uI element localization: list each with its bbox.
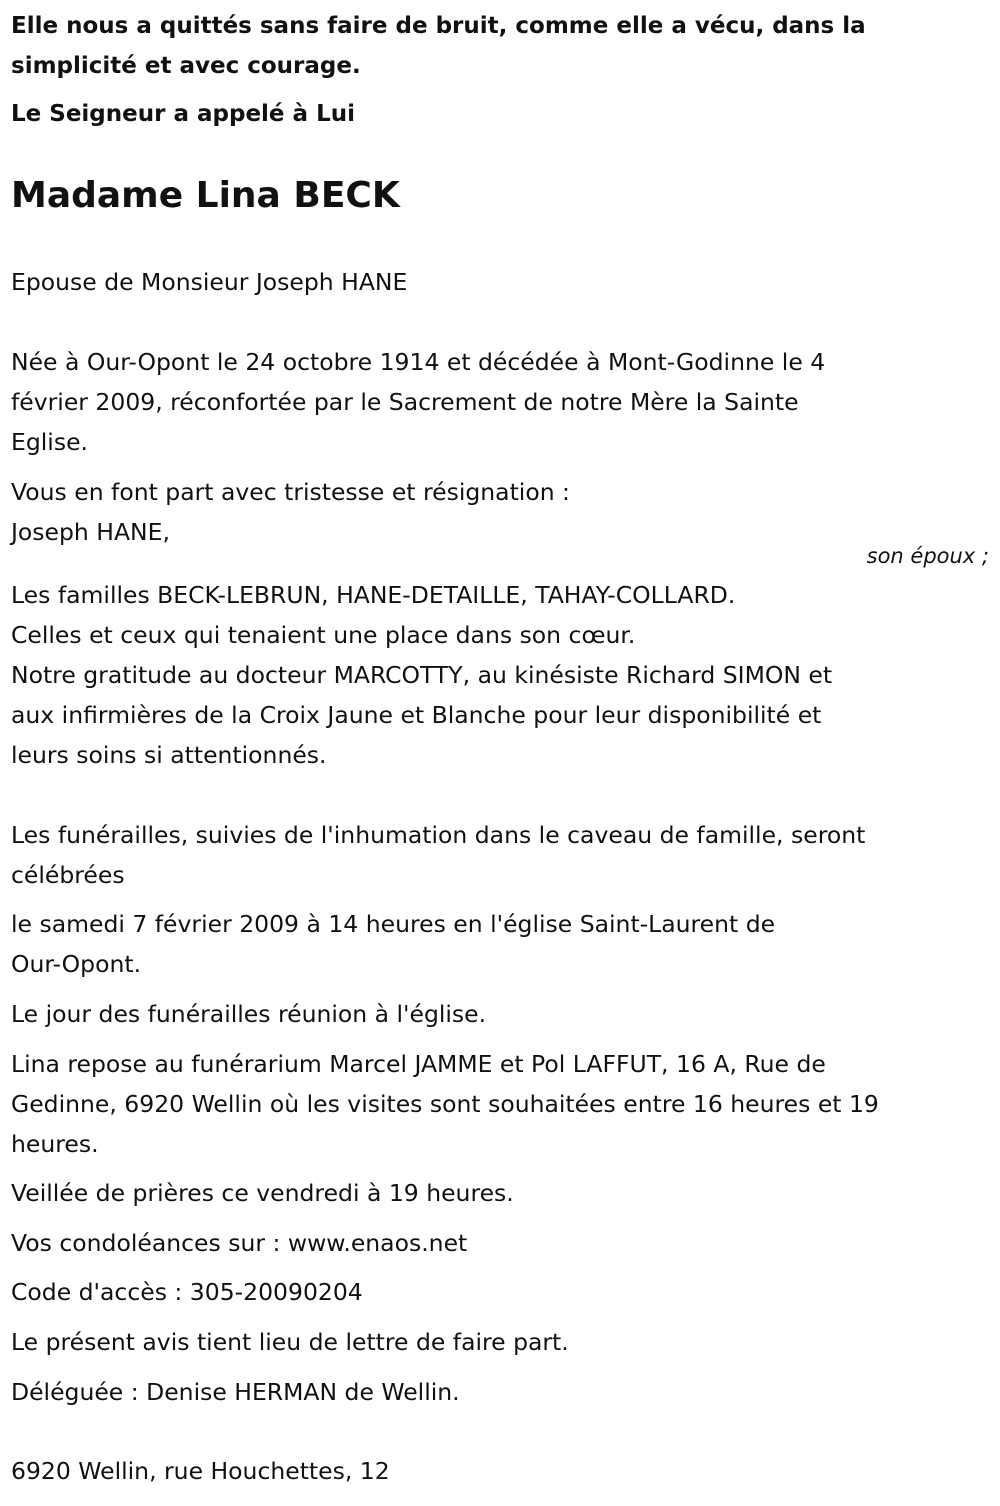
notice-line: Le présent avis tient lieu de lettre de faire part. [11,1328,569,1356]
spouse-name: Joseph HANE, [11,518,170,546]
family-line-1: Les familles BECK-LEBRUN, HANE-DETAILLE, TAHAY-COLLARD. [11,581,736,609]
funerarium-line-1: Lina repose au funérarium Marcel JAMME et Pol LAFFUT, 16 A, Rue de [11,1050,826,1078]
intro-line-1: Elle nous a quittés sans faire de bruit, comme elle a vécu, dans la [11,13,866,39]
funeral-line-2: célébrées [11,861,125,889]
access-code-line: Code d'accès : 305-20090204 [11,1278,363,1306]
date-line-2: Our-Opont. [11,950,142,978]
family-line-3: Notre gratitude au docteur MARCOTTY, au kinésiste Richard SIMON et [11,661,833,689]
date-line-1: le samedi 7 février 2009 à 14 heures en l'église Saint-Laurent de [11,910,776,938]
condolences-line: Vos condoléances sur : www.enaos.net [11,1229,468,1257]
vigil-line: Veillée de prières ce vendredi à 19 heures. [11,1179,514,1207]
called-line: Le Seigneur a appelé à Lui [11,101,355,127]
delegate-line: Déléguée : Denise HERMAN de Wellin. [11,1378,460,1406]
family-line-5: leurs soins si attentionnés. [11,741,327,769]
intro-line-2: simplicité et avec courage. [11,53,361,79]
family-line-2: Celles et ceux qui tenaient une place dans son cœur. [11,621,636,649]
announcement-line: Vous en font part avec tristesse et résignation : [11,478,570,506]
family-line-4: aux infirmières de la Croix Jaune et Blanche pour leur disponibilité et [11,701,822,729]
deceased-name: Madame Lina BECK [11,175,400,216]
birth-death-line-2: février 2009, réconfortée par le Sacrement de notre Mère la Sainte [11,388,799,416]
birth-death-line-3: Eglise. [11,428,88,456]
spouse-line: Epouse de Monsieur Joseph HANE [11,268,408,296]
address-line: 6920 Wellin, rue Houchettes, 12 [11,1457,390,1485]
spouse-role: son époux ; [866,544,989,568]
funerarium-line-2: Gedinne, 6920 Wellin où les visites sont souhaitées entre 16 heures et 19 [11,1090,879,1118]
meeting-line: Le jour des funérailles réunion à l'église. [11,1000,487,1028]
funeral-line-1: Les funérailles, suivies de l'inhumation dans le caveau de famille, seront [11,821,866,849]
funerarium-line-3: heures. [11,1130,99,1158]
birth-death-line-1: Née à Our-Opont le 24 octobre 1914 et décédée à Mont-Godinne le 4 [11,348,826,376]
